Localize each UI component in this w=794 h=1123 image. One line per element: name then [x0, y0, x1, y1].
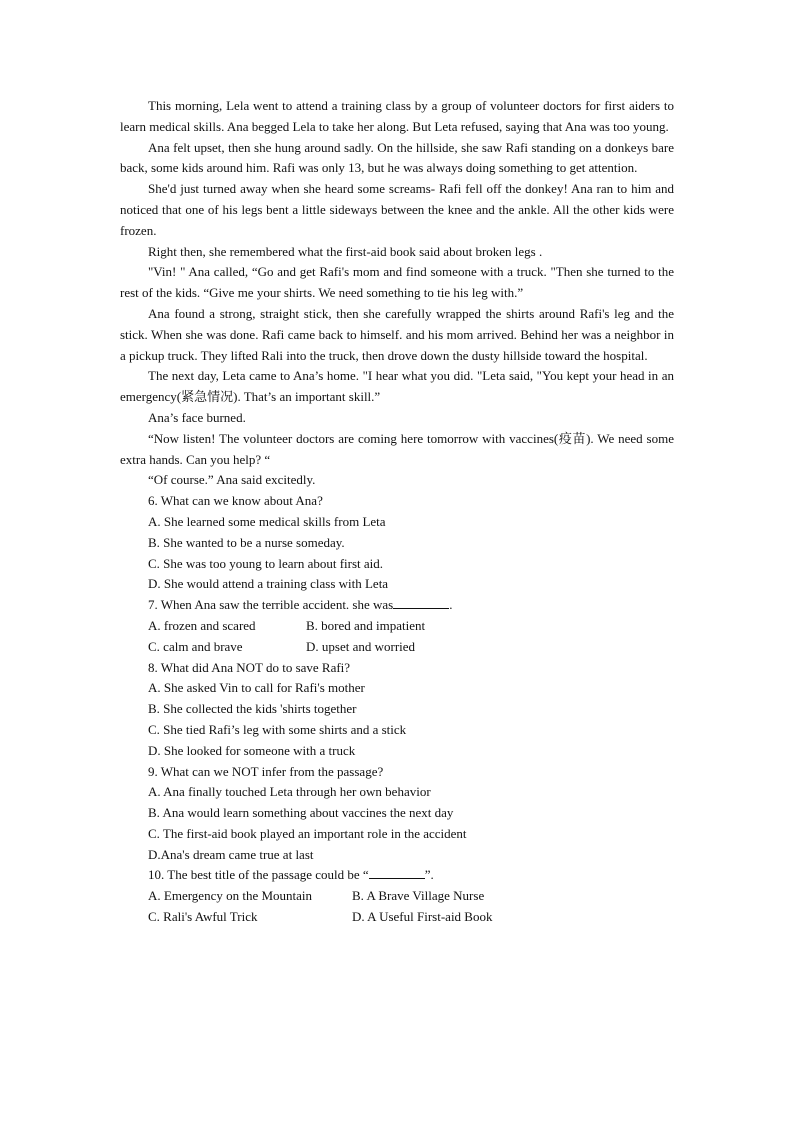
question-7-option-d: D. upset and worried [306, 638, 416, 654]
answer-blank [393, 596, 449, 609]
question-6-option-a: A. She learned some medical skills from Leta [148, 513, 386, 529]
question-10-option-c: C. Rali's Awful Trick [148, 909, 258, 925]
question-7-option-c: C. calm and brave [148, 638, 243, 654]
question-6-option-c: C. She was too young to learn about first aid. [148, 555, 384, 571]
question-7-options-row-1 [120, 616, 674, 637]
passage-paragraph-6: Ana found a strong, straight stick, then she carefully wrapped the shirts around Rafi's leg and the stick. When she was done. Rafi came back to himself. and his mom arrived. Behind her was a neighbor in a pickup truck. They lifted Rali into the truck, then drove down the dusty hillside toward the hospital. [120, 305, 674, 363]
passage-paragraph-3: She'd just turned away when she heard some screams- Rafi fell off the donkey! Ana ran to him and noticed that one of his legs bent a little sideways between the knee and the ankle. All the other kids were frozen. [120, 181, 674, 238]
question-10-stem-end: ”. [424, 867, 434, 883]
question-8-option-b: B. She collected the kids 'shirts together [148, 701, 357, 717]
question-9-option-b: B. Ana would learn something about vaccines the next day [148, 805, 454, 821]
question-10-option-a: A. Emergency on the Mountain [148, 888, 313, 904]
question-8-stem: 8. What did Ana NOT do to save Rafi? [148, 659, 351, 675]
passage-paragraph-7: The next day, Leta came to Ana’s home. "I hear what you did. "Leta said, "You kept your head in an emergency(紧急情况). That’s an important skill.” [120, 368, 674, 405]
passage-paragraph-5: "Vin! " Ana called, “Go and get Rafi's mom and find someone with a truck. "Then she turned to the rest of the kids. “Give me your shirts. We need something to tie his leg with.” [120, 264, 674, 301]
question-7-stem-end: . [449, 597, 453, 613]
question-10-option-d: D. A Useful First-aid Book [352, 909, 493, 925]
question-10-stem [120, 865, 674, 886]
question-10-option-b: B. A Brave Village Nurse [352, 888, 485, 904]
question-10-options-row-2 [120, 907, 674, 928]
question-6-option-b: B. She wanted to be a nurse someday. [148, 534, 345, 550]
passage-paragraph-1: This morning, Lela went to attend a training class by a group of volunteer doctors for first aiders to learn medical skills. Ana begged Lela to take her along. But Leta refused, saying that Ana was too young. [120, 98, 674, 134]
question-6-option-d: D. She would attend a training class with Leta [148, 576, 389, 592]
question-7-option-a: A. frozen and scared [148, 617, 256, 633]
question-6-stem: 6. What can we know about Ana? [148, 493, 323, 509]
question-7-options-row-2 [120, 637, 674, 658]
answer-blank [369, 866, 425, 879]
question-7-option-b: B. bored and impatient [306, 617, 426, 633]
question-9-option-c: C. The first-aid book played an important role in the accident [148, 825, 467, 841]
question-8-option-a: A. She asked Vin to call for Rafi's mother [148, 680, 365, 696]
passage-paragraph-4: Right then, she remembered what the first-aid book said about broken legs . [148, 243, 543, 259]
question-9-option-d: D.Ana's dream came true at last [148, 846, 314, 862]
passage-paragraph-10: “Of course.” Ana said excitedly. [148, 472, 316, 488]
question-9-option-a: A. Ana finally touched Leta through her own behavior [148, 784, 431, 800]
question-7-stem [120, 595, 674, 616]
question-7-stem-text: 7. When Ana saw the terrible accident. she was [148, 597, 394, 613]
question-10-stem-text: 10. The best title of the passage could be “ [148, 867, 369, 883]
passage-paragraph-9: “Now listen! The volunteer doctors are coming here tomorrow with vaccines(疫苗). We need some extra hands. Can you help? “ [120, 430, 674, 467]
question-8-option-d: D. She looked for someone with a truck [148, 742, 356, 758]
question-10-options-row-1 [120, 886, 674, 907]
passage-paragraph-2: Ana felt upset, then she hung around sadly. On the hillside, she saw Rafi standing on a donkeys bare back, some kids around him. Rafi was only 13, but he was always doing something to get attention. [120, 139, 674, 176]
document-page [120, 96, 674, 928]
question-8-option-c: C. She tied Rafi’s leg with some shirts and a stick [148, 721, 407, 737]
question-9-stem: 9. What can we NOT infer from the passage? [148, 763, 384, 779]
passage-paragraph-8: Ana’s face burned. [148, 409, 246, 425]
